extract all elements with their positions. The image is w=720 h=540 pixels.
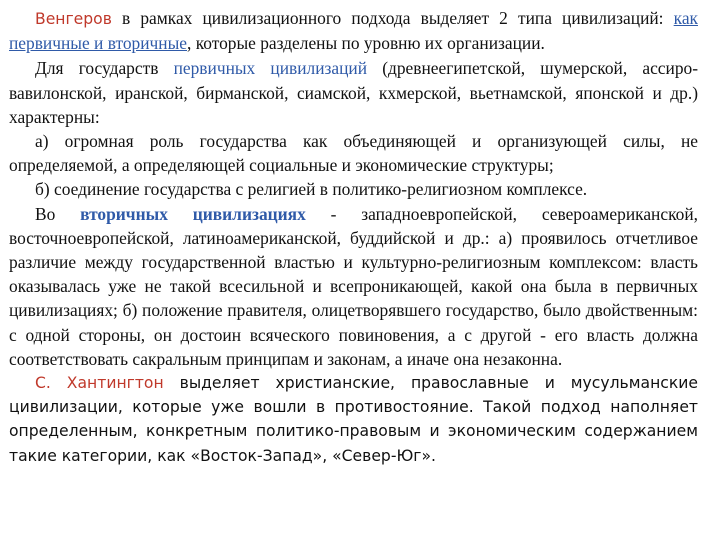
author-vengerov: Венгеров	[35, 10, 112, 28]
paragraph-point-b	[9, 177, 698, 201]
p2-text-a: Для государств	[35, 58, 174, 79]
p2-highlight: первичных цивилизаций	[173, 58, 368, 79]
p3-text: а) огромная роль государства как объединяющей и организующей силы, не определяемой, а определяющей социальные и экономические структуры;	[9, 131, 698, 176]
p1-text-a: в рамках цивилизационного подхода выделяет 2 типа цивилизаций:	[111, 8, 674, 28]
p5-highlight: вторичных цивилизациях	[80, 203, 306, 224]
p5-text-b: - западноевропейской, североамериканской, восточноевропейской, латиноамериканской, буддийской и др.: а) проявилось отчетливое различие между государственной властью и культурно-религиозным комплексом: власть оказывалась уже не такой всесильной и всепроникающей, какой она была в первичных цивилизациях; б) положение правителя, олицетворявшего государство, было двойственным: с одной стороны, он достоин всяческого повиновения, а с другой - его власть должна соответствовать сакральным принципам и законам, а иначе она незаконна.	[9, 203, 698, 369]
p2-text-b: (древнеегипетской, шумерской, ассиро-вавилонской, иранской, бирманской, сиамской, кхмерской, вьетнамской, японской и др.) характерны:	[9, 58, 698, 127]
paragraph-primary-civilizations	[9, 56, 698, 129]
p6-text: выделяет христианские, православные и мусульманские цивилизации, которые уже вошли в противостояние. Такой подход наполняет определенным, конкретным политико-правовым и экономическим содержанием такие категории, как «Восток-Запад», «Север-Юг».	[9, 374, 698, 465]
author-huntington: С. Хантингтон	[35, 374, 164, 393]
paragraph-vengerov	[9, 6, 698, 56]
p1-text-b: , которые разделены по уровню их организации.	[187, 33, 545, 54]
p4-text: б) соединение государства с религией в политико-религиозном комплексе.	[35, 179, 588, 200]
p5-text-a: Во	[35, 203, 81, 224]
paragraph-huntington	[9, 371, 698, 468]
p1-highlight: как первичные и вторичные	[9, 8, 698, 54]
paragraph-secondary-civilizations	[9, 202, 698, 371]
paragraph-point-a	[9, 129, 698, 177]
